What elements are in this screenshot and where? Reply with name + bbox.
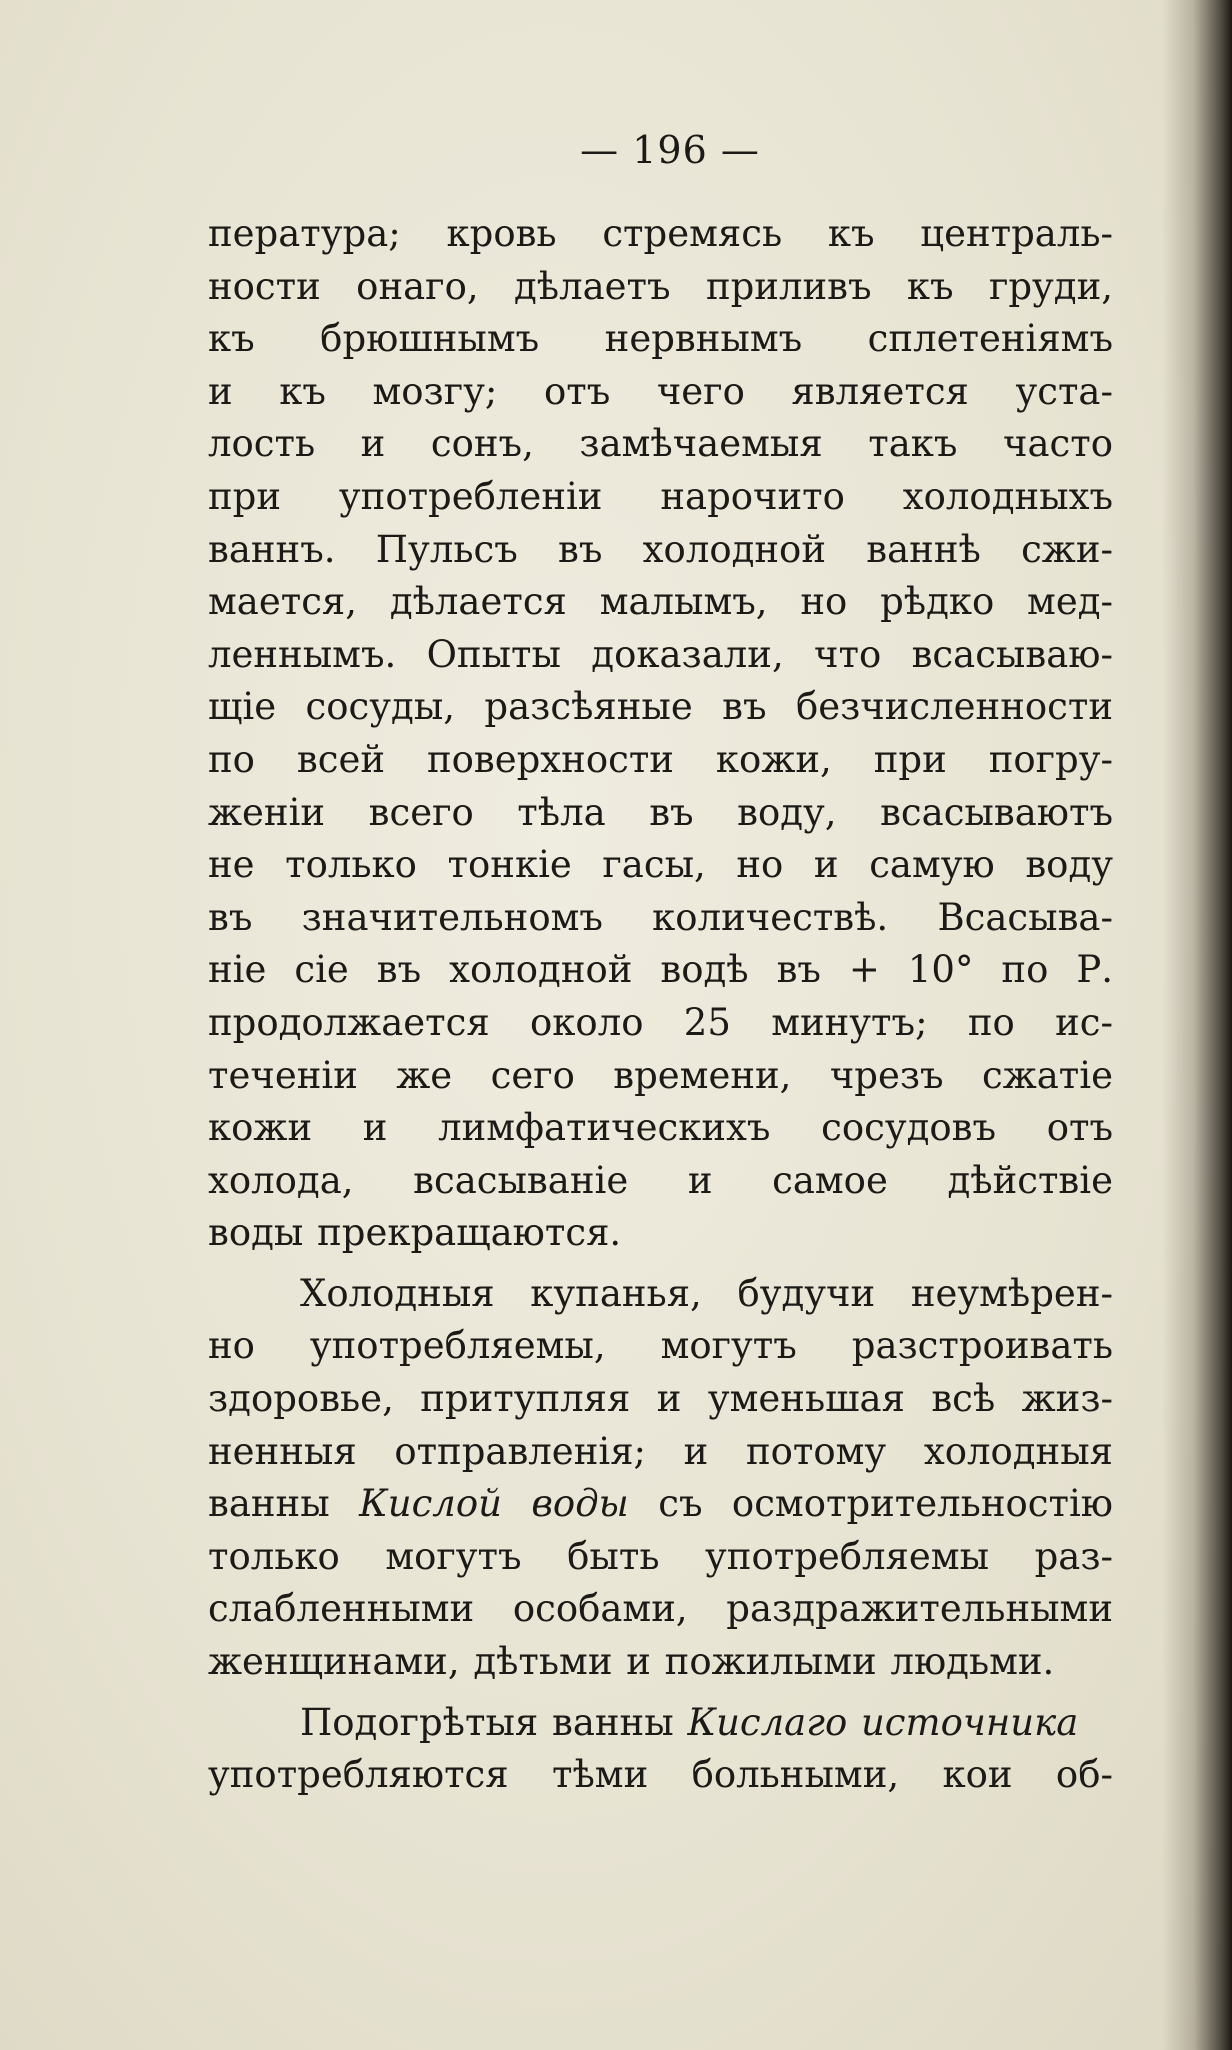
text-line: кожи и лимфатическихъ сосудовъ отъ: [208, 1106, 1113, 1150]
text-segment: ванны: [208, 1482, 330, 1526]
text-line: въ значительномъ количествѣ. Всасыва-: [208, 895, 1113, 939]
text-line-mixed: [208, 1478, 1113, 1531]
text-line: Холодныя купанья, будучи неумѣрен-: [300, 1271, 1113, 1315]
text-line: употребляются тѣми больными, кои об-: [208, 1753, 1113, 1797]
italic-term: Кислой воды: [359, 1482, 629, 1526]
page-number: — 196 —: [580, 128, 760, 172]
paragraph-1: [208, 208, 1113, 1260]
body-text: [208, 208, 1113, 1802]
paragraph-2: [208, 1268, 1113, 1689]
text-line: при употребленіи нарочито холодныхъ: [208, 474, 1113, 518]
text-line: здоровье, притупляя и уменьшая всѣ жиз-: [208, 1377, 1113, 1421]
text-line: воды прекращаются.: [208, 1211, 622, 1255]
italic-term: Кислаго источника: [687, 1700, 1079, 1744]
text-segment: съ осмотрительностію: [658, 1482, 1113, 1526]
text-line: ніе сіе въ холодной водѣ въ + 10° по Р.: [208, 948, 1113, 992]
text-line: леннымъ. Опыты доказали, что всасываю-: [208, 632, 1113, 676]
text-line-mixed: [208, 1697, 1113, 1750]
text-line: мается, дѣлается малымъ, но рѣдко мед-: [208, 580, 1113, 624]
text-line: ненныя отправленія; и потому холодныя: [208, 1429, 1113, 1473]
text-line: но употребляемы, могутъ разстроивать: [208, 1324, 1113, 1368]
text-line: теченіи же сего времени, чрезъ сжатіе: [208, 1053, 1113, 1097]
text-line: только могутъ быть употребляемы раз-: [208, 1534, 1113, 1578]
text-line: лость и сонъ, замѣчаемыя такъ часто: [208, 422, 1113, 466]
text-segment: Подогрѣтыя ванны: [300, 1700, 674, 1744]
text-line: ваннъ. Пульсъ въ холодной ваннѣ сжи-: [208, 527, 1113, 571]
paragraph-3: [208, 1697, 1113, 1802]
text-line: женіи всего тѣла въ воду, всасываютъ: [208, 790, 1113, 834]
text-line: ности онаго, дѣлаетъ приливъ къ груди,: [208, 264, 1113, 308]
book-spine-shadow: [1162, 0, 1232, 2050]
text-line: не только тонкіе гасы, но и самую воду: [208, 843, 1113, 887]
text-line: продолжается около 25 минутъ; по ис-: [208, 1000, 1113, 1044]
text-line: слабленными особами, раздражительными: [208, 1587, 1113, 1631]
text-line: женщинами, дѣтьми и пожилыми людьми.: [208, 1640, 1055, 1684]
text-line: пература; кровь стремясь къ централь-: [208, 212, 1113, 255]
text-line: щіе сосуды, разсѣяные въ безчисленности: [208, 685, 1113, 729]
text-line: къ брюшнымъ нервнымъ сплетеніямъ: [208, 317, 1113, 361]
text-line: холода, всасываніе и самое дѣйствіе: [208, 1158, 1113, 1202]
text-line: по всей поверхности кожи, при погру-: [208, 737, 1113, 781]
text-line: и къ мозгу; отъ чего является уста-: [208, 369, 1113, 413]
